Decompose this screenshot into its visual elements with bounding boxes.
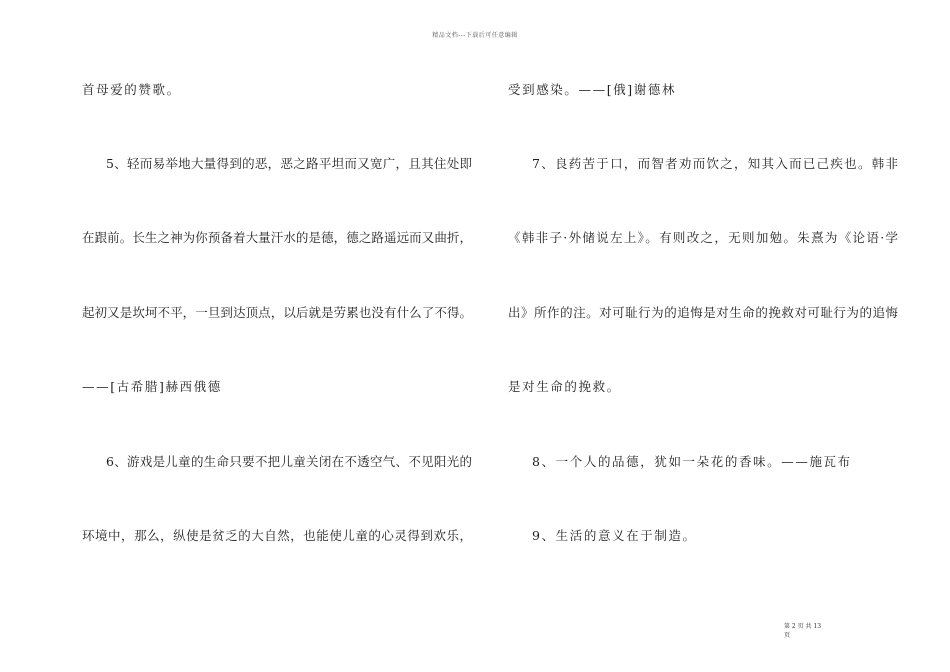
text-line: 在跟前。长生之神为你预备着大量汗水的是德，德之路遥远而又曲折，: [82, 230, 472, 245]
text-line: 是对生命的挽救。: [508, 379, 621, 394]
text-line: 首母爱的赞歌。: [82, 82, 181, 97]
page-number-line: 第 2 页 共 13: [784, 623, 822, 630]
text-line: 环境中，那么，纵使是贫乏的大自然，也能使儿童的心灵得到欢乐，: [82, 528, 472, 543]
text-line: 7、良药苦于口，而智者劝而饮之，知其入而已己疾也。韩非: [532, 156, 898, 171]
text-line: 6、游戏是儿童的生命只要不把儿童关闭在不透空气、不见阳光的: [106, 454, 472, 469]
page-header: 精品文档---下载后可任意编辑: [432, 32, 518, 39]
text-line: 受到感染。——[俄]谢德林: [508, 82, 677, 97]
text-line: 起初又是坎坷不平，一旦到达顶点，以后就是劳累也没有什么了不得。: [82, 305, 472, 320]
text-line: 5、轻而易举地大量得到的恶，恶之路平坦而又宽广，且其住处即: [106, 156, 472, 171]
text-line: ——[古希腊]赫西俄德: [82, 379, 222, 394]
text-line: 8、一个人的品德，犹如一朵花的香味。——施瓦布: [532, 454, 852, 469]
text-line: 出》所作的注。对可耻行为的追悔是对生命的挽救对可耻行为的追悔: [508, 305, 898, 320]
page-number: [784, 622, 844, 640]
text-line: 9、生活的意义在于制造。: [532, 528, 697, 543]
page-number-line: 页: [784, 632, 791, 639]
text-line: 《韩非子·外储说左上》。有则改之，无则加勉。朱熹为《论语·学: [508, 230, 898, 245]
